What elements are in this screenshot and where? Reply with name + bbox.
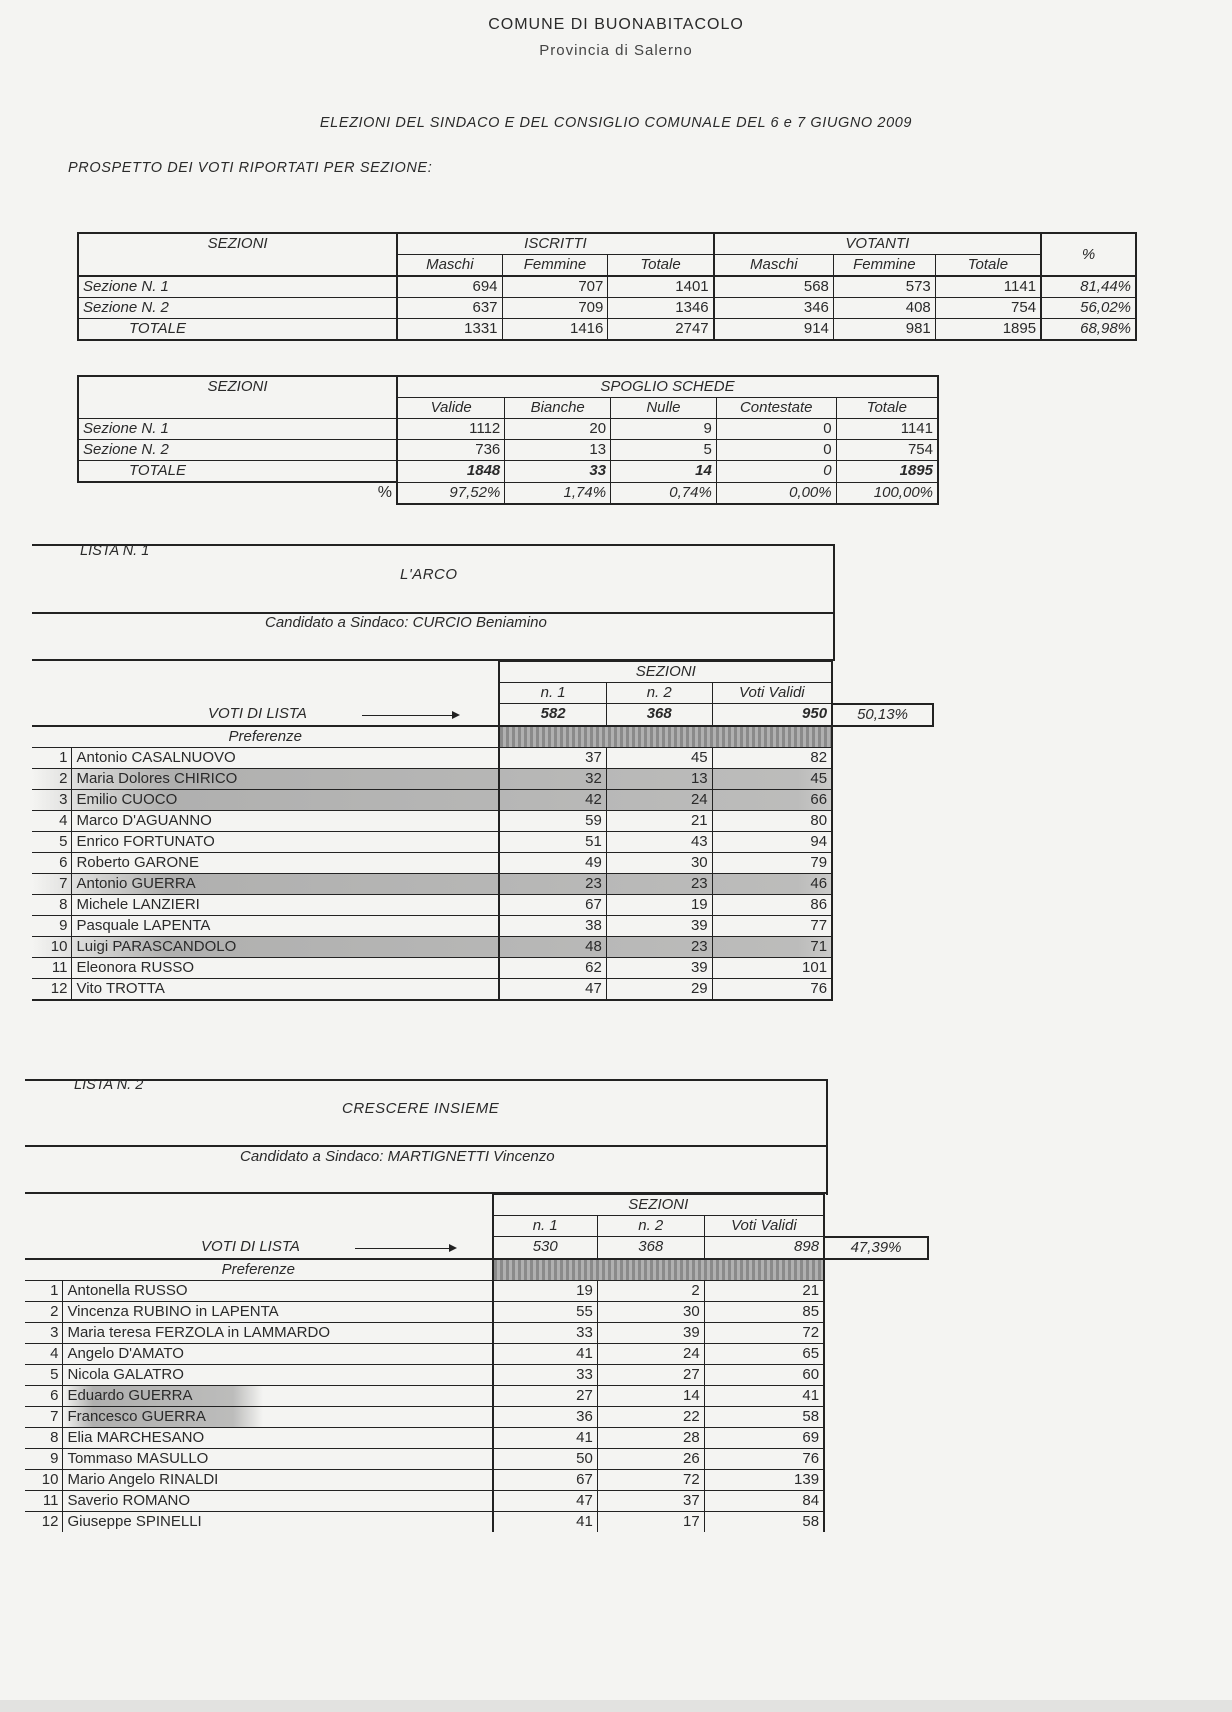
table-row xyxy=(25,1406,928,1427)
cell: 754 xyxy=(836,440,938,461)
cell: 60 xyxy=(704,1364,824,1385)
cell: 1141 xyxy=(935,276,1041,298)
cell: 914 xyxy=(714,319,834,341)
cell: 2 xyxy=(597,1280,704,1301)
candidate-name: Maria Dolores CHIRICO xyxy=(72,768,499,789)
cell: 1401 xyxy=(608,276,714,298)
candidate-name: Enrico FORTUNATO xyxy=(72,831,499,852)
cell: 33 xyxy=(493,1322,598,1343)
cell: 346 xyxy=(714,298,834,319)
candidato-sindaco: Candidato a Sindaco: CURCIO Beniamino xyxy=(265,614,547,631)
candidate-name: Eduardo GUERRA xyxy=(63,1385,493,1406)
cell: 37 xyxy=(499,747,606,768)
voti-di-lista-label: VOTI DI LISTA xyxy=(201,1237,300,1255)
cell: 23 xyxy=(606,936,712,957)
cell: 41 xyxy=(493,1427,598,1448)
table-row xyxy=(78,419,938,440)
candidate-name: Luigi PARASCANDOLO xyxy=(72,936,499,957)
candidate-name: Maria teresa FERZOLA in LAMMARDO xyxy=(63,1322,493,1343)
comune-heading: COMUNE DI BUONABITACOLO xyxy=(488,16,744,33)
cell: 21 xyxy=(704,1280,824,1301)
cell: 82 xyxy=(712,747,832,768)
cell: 1112 xyxy=(397,419,505,440)
cell: 694 xyxy=(397,276,502,298)
rank: 1 xyxy=(25,1280,63,1301)
candidate-name: Nicola GALATRO xyxy=(63,1364,493,1385)
table-row xyxy=(32,894,933,915)
table-row xyxy=(78,319,1136,341)
table-row xyxy=(32,957,933,978)
cell: 573 xyxy=(833,276,935,298)
sezioni-header: SEZIONI xyxy=(493,1195,825,1216)
candidate-name: Vito TROTTA xyxy=(72,978,499,1000)
rank: 4 xyxy=(32,810,72,831)
lista-votes-pct: 50,13% xyxy=(832,704,933,726)
table-row xyxy=(25,1364,928,1385)
candidate-name: Michele LANZIERI xyxy=(72,894,499,915)
candidate-name: Giuseppe SPINELLI xyxy=(63,1511,493,1532)
cell: 62 xyxy=(499,957,606,978)
cell: 408 xyxy=(833,298,935,319)
table-row xyxy=(32,978,933,1000)
row-label: Sezione N. 2 xyxy=(78,440,397,461)
sezioni-header: SEZIONI xyxy=(499,662,832,683)
cell: 736 xyxy=(397,440,505,461)
table-row xyxy=(25,1427,928,1448)
rank: 10 xyxy=(25,1469,63,1490)
cell: 39 xyxy=(597,1322,704,1343)
cell: 86 xyxy=(712,894,832,915)
lista-votes-total: 898 xyxy=(704,1237,824,1259)
cell: 22 xyxy=(597,1406,704,1427)
rank: 4 xyxy=(25,1343,63,1364)
cell: 39 xyxy=(606,957,712,978)
cell: 84 xyxy=(704,1490,824,1511)
candidate-name: Saverio ROMANO xyxy=(63,1490,493,1511)
cell: 41 xyxy=(493,1343,598,1364)
cell: 33 xyxy=(493,1364,598,1385)
candidate-name: Roberto GARONE xyxy=(72,852,499,873)
cell: 139 xyxy=(704,1469,824,1490)
candidate-name: Emilio CUOCO xyxy=(72,789,499,810)
lista-number: LISTA N. 2 xyxy=(74,1077,144,1093)
cell: 24 xyxy=(597,1343,704,1364)
iscritti-maschi-header: Maschi xyxy=(397,255,502,277)
cell: 20 xyxy=(505,419,611,440)
table-row xyxy=(25,1280,928,1301)
cell: 79 xyxy=(712,852,832,873)
cell: 36 xyxy=(493,1406,598,1427)
lista-votes-n1: 582 xyxy=(499,704,606,726)
cell: 43 xyxy=(606,831,712,852)
preferenze-header: Preferenze xyxy=(25,1259,493,1281)
cell: 76 xyxy=(704,1448,824,1469)
cell: 27 xyxy=(597,1364,704,1385)
table-row xyxy=(78,440,938,461)
cell: 58 xyxy=(704,1406,824,1427)
nulle-header: Nulle xyxy=(611,398,717,419)
lista-votes-n2: 368 xyxy=(597,1237,704,1259)
lista-name: L'ARCO xyxy=(400,566,458,583)
cell: 41 xyxy=(704,1385,824,1406)
lista-name: CRESCERE INSIEME xyxy=(342,1100,500,1117)
table-row xyxy=(78,298,1136,319)
cell: 1895 xyxy=(935,319,1041,341)
cell: 0,74% xyxy=(611,482,717,504)
rank: 12 xyxy=(32,978,72,1000)
table-row xyxy=(32,810,933,831)
cell: 49 xyxy=(499,852,606,873)
table-row xyxy=(25,1385,928,1406)
arrow-icon xyxy=(355,1248,455,1249)
cell: 85 xyxy=(704,1301,824,1322)
cell: 23 xyxy=(499,873,606,894)
candidate-name: Antonio CASALNUOVO xyxy=(72,747,499,768)
table-row xyxy=(32,936,933,957)
lista-votes-total: 950 xyxy=(712,704,832,726)
cell: 68,98% xyxy=(1041,319,1136,341)
cell: 568 xyxy=(714,276,834,298)
cell: 26 xyxy=(597,1448,704,1469)
voti-validi-header: Voti Validi xyxy=(704,1216,824,1237)
table-row xyxy=(25,1511,928,1532)
cell: 37 xyxy=(597,1490,704,1511)
table-row xyxy=(25,1490,928,1511)
cell: 47 xyxy=(493,1490,598,1511)
cell: 1346 xyxy=(608,298,714,319)
rank: 7 xyxy=(32,873,72,894)
election-title: ELEZIONI DEL SINDACO E DEL CONSIGLIO COMUNALE DEL 6 e 7 GIUGNO 2009 xyxy=(319,115,913,131)
candidate-name: Mario Angelo RINALDI xyxy=(63,1469,493,1490)
contestate-header: Contestate xyxy=(716,398,836,419)
cell: 19 xyxy=(606,894,712,915)
preferenze-header: Preferenze xyxy=(32,726,499,748)
rank: 6 xyxy=(32,852,72,873)
cell: 45 xyxy=(712,768,832,789)
cell: 1,74% xyxy=(505,482,611,504)
arrow-icon xyxy=(362,715,458,716)
cell: 80 xyxy=(712,810,832,831)
candidate-name: Antonella RUSSO xyxy=(63,1280,493,1301)
cell: 637 xyxy=(397,298,502,319)
cell: 101 xyxy=(712,957,832,978)
table-row xyxy=(78,482,938,504)
iscritti-totale-header: Totale xyxy=(608,255,714,277)
cell: 27 xyxy=(493,1385,598,1406)
voti-validi-header: Voti Validi xyxy=(712,683,832,704)
sezioni-header: SEZIONI xyxy=(78,376,397,419)
cell: 0,00% xyxy=(716,482,836,504)
table-row xyxy=(78,276,1136,298)
rank: 10 xyxy=(32,936,72,957)
cell: 67 xyxy=(493,1469,598,1490)
valide-header: Valide xyxy=(397,398,505,419)
table-row xyxy=(32,789,933,810)
candidate-name: Elia MARCHESANO xyxy=(63,1427,493,1448)
iscritti-header: ISCRITTI xyxy=(397,233,713,255)
cell: 45 xyxy=(606,747,712,768)
cell: 981 xyxy=(833,319,935,341)
lista-1-preferences-table xyxy=(32,661,934,1001)
pct-header: % xyxy=(1041,233,1136,276)
rank: 5 xyxy=(32,831,72,852)
table-row xyxy=(25,1301,928,1322)
iscritti-votanti-table xyxy=(77,232,1137,341)
candidate-name: Angelo D'AMATO xyxy=(63,1343,493,1364)
candidate-name: Marco D'AGUANNO xyxy=(72,810,499,831)
cell: 709 xyxy=(502,298,608,319)
table-row xyxy=(32,915,933,936)
cell: 51 xyxy=(499,831,606,852)
cell: 56,02% xyxy=(1041,298,1136,319)
cell: 23 xyxy=(606,873,712,894)
cell: 1141 xyxy=(836,419,938,440)
shaded-cell xyxy=(499,726,832,748)
cell: 48 xyxy=(499,936,606,957)
cell: 19 xyxy=(493,1280,598,1301)
candidate-name: Pasquale LAPENTA xyxy=(72,915,499,936)
n1-header: n. 1 xyxy=(493,1216,598,1237)
cell: 0 xyxy=(716,461,836,483)
cell: 50 xyxy=(493,1448,598,1469)
shaded-cell xyxy=(493,1259,825,1281)
rank: 8 xyxy=(32,894,72,915)
cell: 1416 xyxy=(502,319,608,341)
cell: 39 xyxy=(606,915,712,936)
cell: 9 xyxy=(611,419,717,440)
table-row xyxy=(32,873,933,894)
cell: 33 xyxy=(505,461,611,483)
candidate-name: Francesco GUERRA xyxy=(63,1406,493,1427)
rank: 2 xyxy=(32,768,72,789)
cell: 55 xyxy=(493,1301,598,1322)
cell: 42 xyxy=(499,789,606,810)
cell: 14 xyxy=(597,1385,704,1406)
cell: 58 xyxy=(704,1511,824,1532)
candidate-name: Tommaso MASULLO xyxy=(63,1448,493,1469)
cell: 67 xyxy=(499,894,606,915)
row-label: Sezione N. 1 xyxy=(78,419,397,440)
rank: 12 xyxy=(25,1511,63,1532)
lista-votes-pct: 47,39% xyxy=(824,1237,928,1259)
cell: 1848 xyxy=(397,461,505,483)
cell: 100,00% xyxy=(836,482,938,504)
table-row xyxy=(25,1469,928,1490)
lista-votes-n2: 368 xyxy=(606,704,712,726)
totale-header: Totale xyxy=(836,398,938,419)
votanti-totale-header: Totale xyxy=(935,255,1041,277)
rank: 8 xyxy=(25,1427,63,1448)
row-label: TOTALE xyxy=(78,461,397,483)
cell: 71 xyxy=(712,936,832,957)
cell: 77 xyxy=(712,915,832,936)
lista-number: LISTA N. 1 xyxy=(80,543,150,559)
cell: 13 xyxy=(505,440,611,461)
rank: 1 xyxy=(32,747,72,768)
rank: 6 xyxy=(25,1385,63,1406)
pct-label: % xyxy=(78,482,397,504)
n2-header: n. 2 xyxy=(597,1216,704,1237)
n2-header: n. 2 xyxy=(606,683,712,704)
table-row xyxy=(32,747,933,768)
cell: 1331 xyxy=(397,319,502,341)
cell: 65 xyxy=(704,1343,824,1364)
rank: 5 xyxy=(25,1364,63,1385)
rank: 9 xyxy=(32,915,72,936)
cell: 94 xyxy=(712,831,832,852)
cell: 707 xyxy=(502,276,608,298)
cell: 5 xyxy=(611,440,717,461)
rank: 11 xyxy=(25,1490,63,1511)
cell: 38 xyxy=(499,915,606,936)
cell: 14 xyxy=(611,461,717,483)
table-row xyxy=(78,461,938,483)
rank: 2 xyxy=(25,1301,63,1322)
table-row xyxy=(25,1448,928,1469)
cell: 72 xyxy=(704,1322,824,1343)
cell: 0 xyxy=(716,419,836,440)
row-label: Sezione N. 2 xyxy=(78,298,397,319)
candidato-sindaco: Candidato a Sindaco: MARTIGNETTI Vincenzo xyxy=(240,1148,555,1165)
cell: 1895 xyxy=(836,461,938,483)
cell: 59 xyxy=(499,810,606,831)
votanti-femmine-header: Femmine xyxy=(833,255,935,277)
rank: 9 xyxy=(25,1448,63,1469)
cell: 2747 xyxy=(608,319,714,341)
rank: 3 xyxy=(25,1322,63,1343)
cell: 17 xyxy=(597,1511,704,1532)
cell: 13 xyxy=(606,768,712,789)
rank: 11 xyxy=(32,957,72,978)
spoglio-schede-table xyxy=(77,375,939,505)
n1-header: n. 1 xyxy=(499,683,606,704)
cell: 21 xyxy=(606,810,712,831)
row-label: TOTALE xyxy=(78,319,397,341)
cell: 46 xyxy=(712,873,832,894)
cell: 29 xyxy=(606,978,712,1000)
lista-2-preferences-table xyxy=(25,1194,929,1532)
provincia-heading: Provincia di Salerno xyxy=(539,42,693,59)
spoglio-header: SPOGLIO SCHEDE xyxy=(397,376,938,398)
table-row xyxy=(25,1322,928,1343)
cell: 69 xyxy=(704,1427,824,1448)
cell: 72 xyxy=(597,1469,704,1490)
cell: 41 xyxy=(493,1511,598,1532)
sezioni-header: SEZIONI xyxy=(78,233,397,276)
cell: 28 xyxy=(597,1427,704,1448)
row-label: Sezione N. 1 xyxy=(78,276,397,298)
iscritti-femmine-header: Femmine xyxy=(502,255,608,277)
scan-edge xyxy=(0,1700,1232,1712)
cell: 76 xyxy=(712,978,832,1000)
candidate-name: Vincenza RUBINO in LAPENTA xyxy=(63,1301,493,1322)
candidate-name: Antonio GUERRA xyxy=(72,873,499,894)
candidate-name: Eleonora RUSSO xyxy=(72,957,499,978)
votanti-header: VOTANTI xyxy=(714,233,1041,255)
table-row xyxy=(32,768,933,789)
cell: 97,52% xyxy=(397,482,505,504)
cell: 32 xyxy=(499,768,606,789)
cell: 47 xyxy=(499,978,606,1000)
cell: 0 xyxy=(716,440,836,461)
bianche-header: Bianche xyxy=(505,398,611,419)
table-row xyxy=(32,852,933,873)
voti-di-lista-label: VOTI DI LISTA xyxy=(208,704,307,722)
cell: 754 xyxy=(935,298,1041,319)
lista-votes-n1: 530 xyxy=(493,1237,598,1259)
cell: 24 xyxy=(606,789,712,810)
table-row xyxy=(25,1343,928,1364)
table-row xyxy=(32,831,933,852)
cell: 66 xyxy=(712,789,832,810)
rank: 3 xyxy=(32,789,72,810)
cell: 30 xyxy=(606,852,712,873)
cell: 81,44% xyxy=(1041,276,1136,298)
prospetto-heading: PROSPETTO DEI VOTI RIPORTATI PER SEZIONE: xyxy=(68,160,433,176)
cell: 30 xyxy=(597,1301,704,1322)
rank: 7 xyxy=(25,1406,63,1427)
votanti-maschi-header: Maschi xyxy=(714,255,834,277)
